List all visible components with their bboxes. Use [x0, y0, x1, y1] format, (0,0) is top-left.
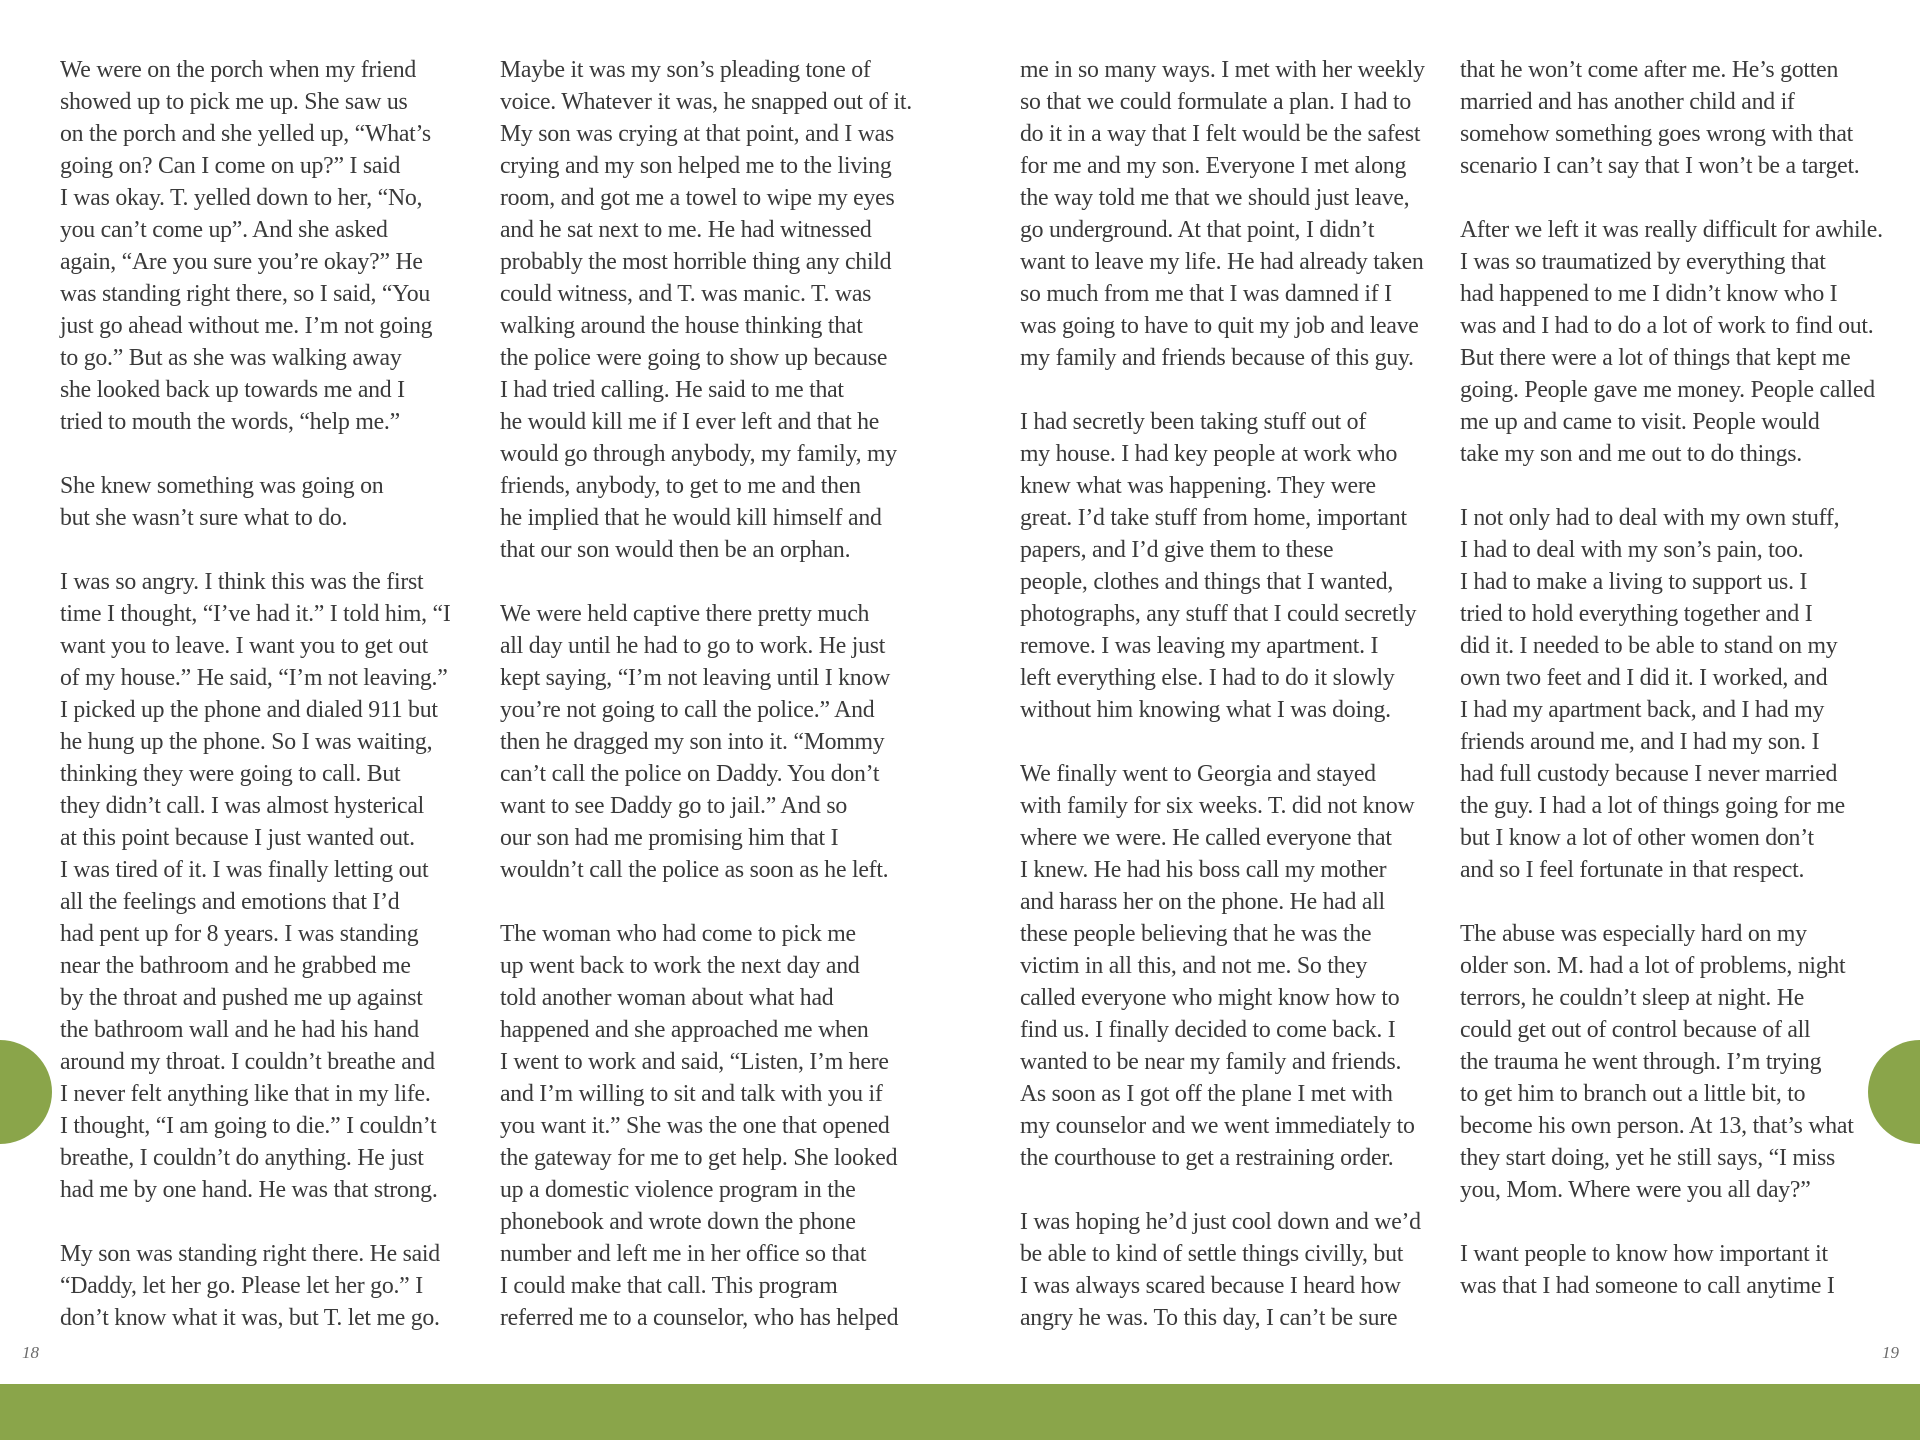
- text-line: where we were. He called everyone that: [1020, 825, 1392, 851]
- text-line: was standing right there, so I said, “You: [60, 281, 431, 307]
- text-line: of my house.” He said, “I’m not leaving.”: [60, 665, 448, 691]
- text-line: tried to mouth the words, “help me.”: [60, 409, 400, 435]
- paragraph: [1460, 1238, 1880, 1302]
- text-line: photographs, any stuff that I could secretly: [1020, 601, 1417, 627]
- text-line: you’re not going to call the police.” And: [500, 697, 875, 723]
- paragraph: [1020, 1206, 1430, 1334]
- text-line: walking around the house thinking that: [500, 313, 863, 339]
- text-line: papers, and I’d give them to these: [1020, 537, 1334, 563]
- text-line: somehow something goes wrong with that: [1460, 121, 1854, 147]
- text-line: breathe, I couldn’t do anything. He just: [60, 1145, 424, 1171]
- paragraph: [1460, 918, 1880, 1206]
- text-line: go underground. At that point, I didn’t: [1020, 217, 1375, 243]
- text-line: and so I feel fortunate in that respect.: [1460, 857, 1805, 883]
- left-page-number: 18: [22, 1343, 39, 1362]
- text-line: but I know a lot of other women don’t: [1460, 825, 1814, 851]
- text-column-3: [1020, 54, 1430, 1334]
- text-line: I had tried calling. He said to me that: [500, 377, 844, 403]
- text-line: I was okay. T. yelled down to her, “No,: [60, 185, 423, 211]
- paragraph: [1460, 214, 1883, 470]
- text-line: friends around me, and I had my son. I: [1460, 729, 1820, 755]
- paragraph: [1460, 502, 1880, 886]
- text-line: I had to make a living to support us. I: [1460, 569, 1808, 595]
- text-line: I had my apartment back, and I had my: [1460, 697, 1825, 723]
- text-line: scenario I can’t say that I won’t be a target.: [1460, 153, 1860, 179]
- text-line: and he sat next to me. He had witnessed: [500, 217, 872, 243]
- text-line: I was so traumatized by everything that: [1460, 249, 1826, 275]
- text-line: The woman who had come to pick me: [500, 921, 856, 947]
- text-line: was that I had someone to call anytime I: [1460, 1273, 1835, 1299]
- text-line: but she wasn’t sure what to do.: [60, 505, 348, 531]
- text-line: the trauma he went through. I’m trying: [1460, 1049, 1822, 1075]
- text-line: But there were a lot of things that kept me: [1460, 345, 1851, 371]
- text-line: could get out of control because of all: [1460, 1017, 1811, 1043]
- text-line: Maybe it was my son’s pleading tone of: [500, 57, 871, 83]
- text-line: I thought, “I am going to die.” I couldn’t: [60, 1113, 437, 1139]
- text-line: friends, anybody, to get to me and then: [500, 473, 861, 499]
- text-line: and harass her on the phone. He had all: [1020, 889, 1385, 915]
- text-line: wouldn’t call the police as soon as he left.: [500, 857, 889, 883]
- text-line: I went to work and said, “Listen, I’m here: [500, 1049, 889, 1075]
- text-line: showed up to pick me up. She saw us: [60, 89, 408, 115]
- paragraph: [1460, 54, 1880, 182]
- text-line: become his own person. At 13, that’s what: [1460, 1113, 1854, 1139]
- text-line: you, Mom. Where were you all day?”: [1460, 1177, 1811, 1203]
- text-line: remove. I was leaving my apartment. I: [1020, 633, 1379, 659]
- text-line: had me by one hand. He was that strong.: [60, 1177, 438, 1203]
- text-line: near the bathroom and he grabbed me: [60, 953, 411, 979]
- text-line: he hung up the phone. So I was waiting,: [60, 729, 433, 755]
- text-line: older son. M. had a lot of problems, night: [1460, 953, 1846, 979]
- text-line: me up and came to visit. People would: [1460, 409, 1820, 435]
- text-line: don’t know what it was, but T. let me go.: [60, 1305, 440, 1331]
- text-line: number and left me in her office so that: [500, 1241, 867, 1267]
- text-line: by the throat and pushed me up against: [60, 985, 423, 1011]
- left-page-tab: [0, 1040, 52, 1144]
- text-line: wanted to be near my family and friends.: [1020, 1049, 1402, 1075]
- paragraph: [1020, 54, 1430, 374]
- text-line: We were held captive there pretty much: [500, 601, 870, 627]
- text-line: so that we could formulate a plan. I had to: [1020, 89, 1412, 115]
- text-line: the bathroom wall and he had his hand: [60, 1017, 419, 1043]
- text-line: can’t call the police on Daddy. You don’t: [500, 761, 880, 787]
- footer-band: [0, 1384, 1920, 1440]
- text-line: the guy. I had a lot of things going for me: [1460, 793, 1845, 819]
- text-line: they didn’t call. I was almost hysterical: [60, 793, 425, 819]
- text-line: be able to kind of settle things civilly, but: [1020, 1241, 1404, 1267]
- right-page-number: 19: [1882, 1343, 1899, 1362]
- text-line: around my throat. I couldn’t breathe and: [60, 1049, 435, 1075]
- text-line: up a domestic violence program in the: [500, 1177, 856, 1203]
- text-line: thinking they were going to call. But: [60, 761, 401, 787]
- text-line: had happened to me I didn’t know who I: [1460, 281, 1838, 307]
- text-line: going. People gave me money. People called: [1460, 377, 1875, 403]
- text-line: he would kill me if I ever left and that he: [500, 409, 880, 435]
- text-line: My son was standing right there. He said: [60, 1241, 440, 1267]
- text-line: victim in all this, and not me. So they: [1020, 953, 1368, 979]
- text-line: I never felt anything like that in my life.: [60, 1081, 431, 1107]
- text-line: called everyone who might know how to: [1020, 985, 1400, 1011]
- text-line: happened and she approached me when: [500, 1017, 869, 1043]
- text-line: for me and my son. Everyone I met along: [1020, 153, 1407, 179]
- text-line: After we left it was really difficult for awhile.: [1460, 217, 1883, 243]
- text-line: “Daddy, let her go. Please let her go.” I: [60, 1273, 423, 1299]
- text-line: the gateway for me to get help. She looked: [500, 1145, 898, 1171]
- text-line: I picked up the phone and dialed 911 but: [60, 697, 438, 723]
- text-line: want to see Daddy go to jail.” And so: [500, 793, 847, 819]
- text-line: find us. I finally decided to come back. I: [1020, 1017, 1396, 1043]
- text-line: great. I’d take stuff from home, important: [1020, 505, 1407, 531]
- text-line: without him knowing what I was doing.: [1020, 697, 1391, 723]
- text-line: I had to deal with my son’s pain, too.: [1460, 537, 1804, 563]
- paragraph: [500, 598, 910, 886]
- text-line: I not only had to deal with my own stuff,: [1460, 505, 1840, 531]
- text-line: all the feelings and emotions that I’d: [60, 889, 400, 915]
- text-line: they start doing, yet he still says, “I miss: [1460, 1145, 1835, 1171]
- text-line: then he dragged my son into it. “Mommy: [500, 729, 885, 755]
- text-line: did it. I needed to be able to stand on my: [1460, 633, 1838, 659]
- text-line: terrors, he couldn’t sleep at night. He: [1460, 985, 1805, 1011]
- text-line: own two feet and I did it. I worked, and: [1460, 665, 1828, 691]
- text-line: with family for six weeks. T. did not know: [1020, 793, 1415, 819]
- paragraph: [500, 54, 910, 566]
- text-line: left everything else. I had to do it slowly: [1020, 665, 1395, 691]
- text-line: told another woman about what had: [500, 985, 834, 1011]
- text-column-2: [500, 54, 910, 1334]
- text-line: do it in a way that I felt would be the safest: [1020, 121, 1421, 147]
- text-line: I knew. He had his boss call my mother: [1020, 857, 1387, 883]
- paragraph: [60, 470, 460, 534]
- text-line: the courthouse to get a restraining order.: [1020, 1145, 1394, 1171]
- text-line: I was so angry. I think this was the first: [60, 569, 424, 595]
- text-line: room, and got me a towel to wipe my eyes: [500, 185, 895, 211]
- text-line: and I’m willing to sit and talk with you if: [500, 1081, 883, 1107]
- text-line: people, clothes and things that I wanted,: [1020, 569, 1394, 595]
- text-line: phonebook and wrote down the phone: [500, 1209, 856, 1235]
- text-line: the way told me that we should just leave,: [1020, 185, 1410, 211]
- text-line: again, “Are you sure you’re okay?” He: [60, 249, 423, 275]
- text-line: We finally went to Georgia and stayed: [1020, 761, 1376, 787]
- text-line: voice. Whatever it was, he snapped out of it.: [500, 89, 912, 115]
- text-line: he implied that he would kill himself and: [500, 505, 882, 531]
- text-line: all day until he had to go to work. He just: [500, 633, 886, 659]
- text-line: had pent up for 8 years. I was standing: [60, 921, 419, 947]
- paragraph: [1020, 758, 1430, 1174]
- text-line: you want it.” She was the one that opened: [500, 1113, 890, 1139]
- text-line: my house. I had key people at work who: [1020, 441, 1398, 467]
- text-column-1: [60, 54, 460, 1334]
- text-line: was and I had to do a lot of work to find out.: [1460, 313, 1874, 339]
- text-line: so much from me that I was damned if I: [1020, 281, 1392, 307]
- text-line: I was hoping he’d just cool down and we’d: [1020, 1209, 1421, 1235]
- text-line: I could make that call. This program: [500, 1273, 838, 1299]
- text-line: my counselor and we went immediately to: [1020, 1113, 1415, 1139]
- text-line: take my son and me out to do things.: [1460, 441, 1802, 467]
- paragraph: [60, 54, 460, 438]
- text-line: to go.” But as she was walking away: [60, 345, 402, 371]
- text-line: at this point because I just wanted out.: [60, 825, 415, 851]
- text-line: referred me to a counselor, who has helped: [500, 1305, 899, 1331]
- text-line: my family and friends because of this guy.: [1020, 345, 1414, 371]
- text-line: could witness, and T. was manic. T. was: [500, 281, 872, 307]
- text-line: We were on the porch when my friend: [60, 57, 417, 83]
- text-line: me in so many ways. I met with her weekly: [1020, 57, 1425, 83]
- text-line: these people believing that he was the: [1020, 921, 1372, 947]
- text-line: kept saying, “I’m not leaving until I know: [500, 665, 891, 691]
- text-line: want to leave my life. He had already taken: [1020, 249, 1424, 275]
- text-line: probably the most horrible thing any child: [500, 249, 892, 275]
- text-line: up went back to work the next day and: [500, 953, 860, 979]
- text-line: knew what was happening. They were: [1020, 473, 1376, 499]
- text-line: that our son would then be an orphan.: [500, 537, 851, 563]
- text-line: As soon as I got off the plane I met with: [1020, 1081, 1393, 1107]
- text-line: crying and my son helped me to the living: [500, 153, 892, 179]
- text-line: on the porch and she yelled up, “What’s: [60, 121, 431, 147]
- paragraph: [500, 918, 910, 1334]
- text-line: to get him to branch out a little bit, to: [1460, 1081, 1806, 1107]
- text-line: time I thought, “I’ve had it.” I told him, “I: [60, 601, 451, 627]
- text-column-4: [1460, 54, 1883, 1302]
- text-line: she looked back up towards me and I: [60, 377, 405, 403]
- text-line: want you to leave. I want you to get out: [60, 633, 429, 659]
- text-line: just go ahead without me. I’m not going: [60, 313, 433, 339]
- text-line: I was tired of it. I was finally letting out: [60, 857, 429, 883]
- text-line: She knew something was going on: [60, 473, 384, 499]
- text-line: our son had me promising him that I: [500, 825, 839, 851]
- text-line: I want people to know how important it: [1460, 1241, 1828, 1267]
- text-line: you can’t come up”. And she asked: [60, 217, 388, 243]
- paragraph: [60, 566, 460, 1206]
- text-line: had full custody because I never married: [1460, 761, 1838, 787]
- text-line: the police were going to show up because: [500, 345, 888, 371]
- paragraph: [60, 1238, 460, 1334]
- text-line: was going to have to quit my job and leave: [1020, 313, 1419, 339]
- text-line: The abuse was especially hard on my: [1460, 921, 1807, 947]
- text-line: My son was crying at that point, and I was: [500, 121, 894, 147]
- text-line: that he won’t come after me. He’s gotten: [1460, 57, 1839, 83]
- text-line: tried to hold everything together and I: [1460, 601, 1813, 627]
- paragraph: [1020, 406, 1430, 726]
- text-line: I had secretly been taking stuff out of: [1020, 409, 1366, 435]
- text-line: would go through anybody, my family, my: [500, 441, 897, 467]
- text-line: I was always scared because I heard how: [1020, 1273, 1401, 1299]
- text-line: married and has another child and if: [1460, 89, 1795, 115]
- text-line: angry he was. To this day, I can’t be sure: [1020, 1305, 1398, 1331]
- text-line: going on? Can I come on up?” I said: [60, 153, 401, 179]
